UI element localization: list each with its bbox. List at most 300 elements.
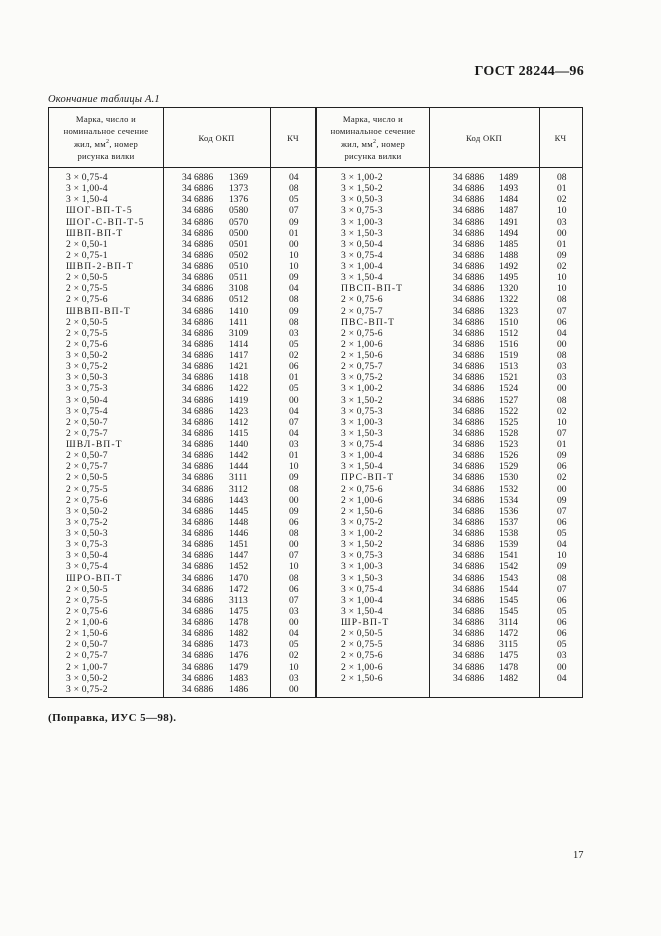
mark-cell: ШВП-ВП-Т xyxy=(66,227,124,239)
okp-code-cell: 1482 xyxy=(499,672,519,684)
mark-cell: 2 × 0,75-5 xyxy=(341,639,383,651)
kch-cell: 05 xyxy=(289,639,299,651)
okp-code-cell: 1528 xyxy=(499,427,519,439)
okp-prefix-cell: 34 6886 xyxy=(453,427,485,439)
kch-cell: 02 xyxy=(289,350,299,361)
okp-code-cell: 1485 xyxy=(499,238,519,250)
kch-cell: 03 xyxy=(557,372,567,384)
mark-cell: 3 × 1,00-4 xyxy=(341,450,383,462)
header-mark-right xyxy=(317,108,429,167)
kch-cell: 00 xyxy=(289,394,299,406)
mark-cell: 3 × 1,50-2 xyxy=(341,539,383,551)
table-row xyxy=(49,450,315,461)
okp-prefix-cell: 34 6886 xyxy=(182,372,214,384)
kch-cell: 00 xyxy=(557,483,567,495)
mark-cell: ШР-ВП-Т xyxy=(341,617,390,628)
table-row xyxy=(49,628,315,639)
okp-prefix-cell: 34 6886 xyxy=(453,283,485,295)
kch-cell: 01 xyxy=(557,439,567,450)
mark-cell: 3 × 0,75-3 xyxy=(341,550,383,562)
mark-cell: 3 × 0,75-4 xyxy=(341,249,383,261)
mark-cell: ШОГ-ВП-Т-5 xyxy=(66,205,133,217)
okp-prefix-cell: 34 6886 xyxy=(453,583,485,595)
okp-prefix-cell: 34 6886 xyxy=(182,216,214,228)
mark-cell: 2 × 0,75-6 xyxy=(66,338,108,350)
kch-cell: 09 xyxy=(557,450,567,462)
mark-cell: 3 × 1,00-3 xyxy=(341,561,383,573)
table-row xyxy=(317,372,582,383)
mark-cell: 2 × 0,75-7 xyxy=(66,427,108,439)
mark-cell: 2 × 0,50-5 xyxy=(66,472,108,484)
okp-code-cell: 1442 xyxy=(229,450,249,462)
table-row xyxy=(49,328,315,339)
okp-prefix-cell: 34 6886 xyxy=(453,383,485,395)
kch-cell: 10 xyxy=(557,205,567,217)
okp-prefix-cell: 34 6886 xyxy=(453,216,485,228)
okp-code-cell: 1521 xyxy=(499,372,519,384)
okp-code-cell: 1523 xyxy=(499,439,519,450)
okp-code-cell: 1488 xyxy=(499,249,519,261)
table-row xyxy=(317,194,582,205)
mark-cell: 2 × 0,50-1 xyxy=(66,238,108,250)
mark-cell: 3 × 0,50-3 xyxy=(341,194,383,206)
kch-cell: 04 xyxy=(289,427,299,439)
table-row xyxy=(317,561,582,572)
okp-code-cell: 1492 xyxy=(499,261,519,272)
kch-cell: 01 xyxy=(289,450,299,462)
mark-cell: 3 × 0,50-3 xyxy=(66,528,108,539)
kch-cell: 04 xyxy=(557,327,567,339)
mark-cell: 2 × 0,75-6 xyxy=(341,294,383,306)
okp-prefix-cell: 34 6886 xyxy=(182,327,214,339)
okp-prefix-cell: 34 6886 xyxy=(182,283,214,295)
okp-code-cell: 1478 xyxy=(499,661,519,673)
kch-cell: 04 xyxy=(289,628,299,640)
okp-prefix-cell: 34 6886 xyxy=(453,338,485,350)
right-rows xyxy=(317,172,582,684)
table-row xyxy=(317,650,582,661)
okp-code-cell: 1544 xyxy=(499,583,519,595)
okp-prefix-cell: 34 6886 xyxy=(453,539,485,551)
okp-code-cell: 1472 xyxy=(229,583,249,595)
mark-cell: 3 × 0,75-2 xyxy=(66,516,108,528)
okp-code-cell: 1541 xyxy=(499,550,519,562)
mark-cell: 3 × 0,75-2 xyxy=(66,361,108,373)
mark-cell: ШВВП-ВП-Т xyxy=(66,305,131,317)
okp-prefix-cell: 34 6886 xyxy=(182,461,214,473)
kch-cell: 00 xyxy=(289,617,299,628)
okp-prefix-cell: 34 6886 xyxy=(182,183,214,195)
header-mark-line: жил, $мм^2$, номер xyxy=(73,139,139,150)
table-row xyxy=(317,339,582,350)
mark-cell: 2 × 0,75-6 xyxy=(66,494,108,506)
mark-cell: 3 × 1,00-3 xyxy=(341,416,383,428)
okp-prefix-cell: 34 6886 xyxy=(182,650,214,662)
table-row xyxy=(49,539,315,550)
table-row xyxy=(317,183,582,194)
mark-cell: 3 × 1,00-4 xyxy=(66,183,108,195)
mark-cell: 2 × 1,00-6 xyxy=(341,494,383,506)
kch-cell: 01 xyxy=(557,183,567,195)
okp-code-cell: 1512 xyxy=(499,327,519,339)
table-row xyxy=(317,228,582,239)
okp-code-cell: 1418 xyxy=(229,372,249,384)
mark-cell: 2 × 0,75-1 xyxy=(66,249,108,261)
okp-prefix-cell: 34 6886 xyxy=(453,461,485,473)
okp-prefix-cell: 34 6886 xyxy=(453,439,485,450)
mark-cell: 3 × 0,75-2 xyxy=(341,372,383,384)
okp-code-cell: 3108 xyxy=(229,283,249,295)
table-row xyxy=(317,584,582,595)
okp-code-cell: 1537 xyxy=(499,516,519,528)
table-row xyxy=(317,472,582,483)
table-row xyxy=(49,617,315,628)
mark-cell: 2 × 1,00-6 xyxy=(341,338,383,350)
kch-cell: 08 xyxy=(557,394,567,406)
mark-cell: 3 × 0,75-2 xyxy=(66,683,108,695)
kch-cell: 09 xyxy=(289,272,299,284)
table-row xyxy=(317,639,582,650)
okp-prefix-cell: 34 6886 xyxy=(453,327,485,339)
kch-cell: 09 xyxy=(557,561,567,573)
okp-prefix-cell: 34 6886 xyxy=(453,572,485,584)
kch-cell: 07 xyxy=(557,583,567,595)
okp-code-cell: 1484 xyxy=(499,194,519,206)
kch-cell: 08 xyxy=(557,294,567,306)
okp-code-cell: 0502 xyxy=(229,249,249,261)
kch-cell: 08 xyxy=(557,172,567,183)
mark-cell: 2 × 0,50-7 xyxy=(66,416,108,428)
table-row xyxy=(49,217,315,228)
okp-prefix-cell: 34 6886 xyxy=(453,450,485,462)
kch-cell: 08 xyxy=(289,483,299,495)
table-row xyxy=(317,573,582,584)
okp-prefix-cell: 34 6886 xyxy=(453,261,485,272)
okp-code-cell: 1483 xyxy=(229,672,249,684)
table-row xyxy=(49,684,315,695)
okp-prefix-cell: 34 6886 xyxy=(182,394,214,406)
kch-cell: 02 xyxy=(289,650,299,662)
okp-prefix-cell: 34 6886 xyxy=(182,416,214,428)
okp-prefix-cell: 34 6886 xyxy=(182,272,214,284)
okp-code-cell: 1320 xyxy=(499,283,519,295)
okp-prefix-cell: 34 6886 xyxy=(182,605,214,617)
kch-cell: 00 xyxy=(289,683,299,695)
mark-cell: 2 × 1,50-6 xyxy=(341,672,383,684)
okp-prefix-cell: 34 6886 xyxy=(182,594,214,606)
okp-code-cell: 0510 xyxy=(229,261,249,272)
table-row xyxy=(317,673,582,684)
table-row xyxy=(49,317,315,328)
mark-cell: 2 × 1,50-6 xyxy=(66,628,108,640)
okp-code-cell: 1452 xyxy=(229,561,249,573)
mark-cell: 3 × 0,75-3 xyxy=(341,405,383,417)
kch-cell: 02 xyxy=(557,261,567,272)
table-row xyxy=(317,617,582,628)
kch-cell: 10 xyxy=(557,283,567,295)
table-row xyxy=(49,472,315,483)
mark-cell: 3 × 1,50-3 xyxy=(341,572,383,584)
kch-cell: 10 xyxy=(557,550,567,562)
kch-cell: 00 xyxy=(289,238,299,250)
table-row xyxy=(317,383,582,394)
kch-cell: 07 xyxy=(557,305,567,317)
okp-prefix-cell: 34 6886 xyxy=(182,572,214,584)
mark-cell: ПВС-ВП-Т xyxy=(341,316,396,328)
okp-code-cell: 0501 xyxy=(229,238,249,250)
okp-prefix-cell: 34 6886 xyxy=(453,494,485,506)
kch-cell: 06 xyxy=(557,617,567,628)
mark-cell: 3 × 0,50-2 xyxy=(66,672,108,684)
okp-prefix-cell: 34 6886 xyxy=(182,238,214,250)
mark-cell: 3 × 0,75-4 xyxy=(341,583,383,595)
mark-cell: 3 × 1,00-2 xyxy=(341,172,383,183)
mark-cell: 3 × 1,00-3 xyxy=(341,216,383,228)
okp-code-cell: 3113 xyxy=(229,594,248,606)
okp-prefix-cell: 34 6886 xyxy=(182,472,214,484)
okp-code-cell: 0570 xyxy=(229,216,249,228)
okp-prefix-cell: 34 6886 xyxy=(453,249,485,261)
kch-cell: 00 xyxy=(557,383,567,395)
okp-prefix-cell: 34 6886 xyxy=(453,483,485,495)
okp-prefix-cell: 34 6886 xyxy=(182,550,214,562)
okp-prefix-cell: 34 6886 xyxy=(182,450,214,462)
okp-code-cell: 1444 xyxy=(229,461,249,473)
okp-code-cell: 1524 xyxy=(499,383,519,395)
mark-cell: 3 × 0,75-3 xyxy=(66,539,108,551)
table-row xyxy=(317,495,582,506)
kch-cell: 06 xyxy=(289,361,299,373)
table-row xyxy=(49,550,315,561)
mark-cell: 3 × 0,75-4 xyxy=(66,405,108,417)
kch-cell: 10 xyxy=(289,661,299,673)
okp-code-cell: 1545 xyxy=(499,594,519,606)
table-caption: Окончание таблицы А.1 xyxy=(48,94,160,105)
okp-prefix-cell: 34 6886 xyxy=(453,505,485,517)
kch-cell: 06 xyxy=(557,594,567,606)
mark-cell: 3 × 0,75-2 xyxy=(341,516,383,528)
okp-code-cell: 1495 xyxy=(499,272,519,284)
header-okp-right: Код ОКП xyxy=(465,132,503,143)
kch-cell: 07 xyxy=(289,594,299,606)
table-row xyxy=(317,250,582,261)
okp-prefix-cell: 34 6886 xyxy=(453,416,485,428)
kch-cell: 01 xyxy=(289,372,299,384)
table-row xyxy=(317,306,582,317)
okp-prefix-cell: 34 6886 xyxy=(453,227,485,239)
okp-prefix-cell: 34 6886 xyxy=(453,316,485,328)
kch-cell: 06 xyxy=(289,516,299,528)
mark-cell: 3 × 1,00-2 xyxy=(341,528,383,539)
kch-cell: 02 xyxy=(557,472,567,484)
kch-cell: 03 xyxy=(289,439,299,450)
kch-cell: 02 xyxy=(557,405,567,417)
okp-prefix-cell: 34 6886 xyxy=(453,294,485,306)
okp-prefix-cell: 34 6886 xyxy=(453,650,485,662)
kch-cell: 05 xyxy=(557,639,567,651)
mark-cell: 2 × 0,75-5 xyxy=(66,483,108,495)
table-row xyxy=(49,595,315,606)
mark-cell: 3 × 1,50-4 xyxy=(341,461,383,473)
table-row xyxy=(49,383,315,394)
kch-cell: 01 xyxy=(289,227,299,239)
table-row xyxy=(317,283,582,294)
okp-code-cell: 1494 xyxy=(499,227,519,239)
okp-code-cell: 1542 xyxy=(499,561,519,573)
okp-code-cell: 1519 xyxy=(499,350,519,361)
okp-prefix-cell: 34 6886 xyxy=(182,205,214,217)
okp-code-cell: 1545 xyxy=(499,605,519,617)
table-row xyxy=(49,573,315,584)
kch-cell: 08 xyxy=(289,316,299,328)
okp-prefix-cell: 34 6886 xyxy=(182,383,214,395)
kch-cell: 04 xyxy=(289,172,299,183)
header-kch-left: КЧ xyxy=(287,132,299,143)
okp-code-cell: 1446 xyxy=(229,528,249,539)
kch-cell: 00 xyxy=(557,661,567,673)
mark-cell: 3 × 1,50-3 xyxy=(341,227,383,239)
kch-cell: 07 xyxy=(289,550,299,562)
okp-code-cell: 3109 xyxy=(229,327,249,339)
header-mark-line: номинальное сечение xyxy=(63,125,149,136)
okp-code-cell: 1491 xyxy=(499,216,519,228)
table-row xyxy=(317,450,582,461)
table-row xyxy=(49,283,315,294)
mark-cell: 2 × 1,50-6 xyxy=(341,350,383,361)
okp-code-cell: 0512 xyxy=(229,294,249,306)
mark-cell: 2 × 1,00-6 xyxy=(341,661,383,673)
mark-cell: 2 × 0,75-6 xyxy=(341,650,383,662)
standard-title: ГОСТ 28244—96 xyxy=(474,64,584,79)
okp-code-cell: 1414 xyxy=(229,338,249,350)
table-row xyxy=(49,484,315,495)
mark-cell: 3 × 1,00-4 xyxy=(341,594,383,606)
okp-prefix-cell: 34 6886 xyxy=(453,272,485,284)
okp-code-cell: 1417 xyxy=(229,350,249,361)
okp-prefix-cell: 34 6886 xyxy=(453,594,485,606)
header-mark-left xyxy=(49,108,163,167)
kch-cell: 09 xyxy=(289,305,299,317)
table-row xyxy=(49,506,315,517)
table-row xyxy=(317,328,582,339)
kch-cell: 08 xyxy=(289,528,299,539)
table-row xyxy=(49,228,315,239)
okp-code-cell: 1482 xyxy=(229,628,249,640)
table-row xyxy=(49,395,315,406)
mark-cell: 3 × 1,50-4 xyxy=(341,605,383,617)
mark-cell: 2 × 0,75-7 xyxy=(341,305,383,317)
table-row xyxy=(49,361,315,372)
header-mark-line: Марка, число и xyxy=(75,113,137,124)
okp-prefix-cell: 34 6886 xyxy=(182,661,214,673)
mark-cell: 3 × 0,50-4 xyxy=(341,238,383,250)
mark-cell: 2 × 0,75-6 xyxy=(66,605,108,617)
okp-code-cell: 1493 xyxy=(499,183,519,195)
kch-cell: 10 xyxy=(557,416,567,428)
header-kch-right: КЧ xyxy=(554,132,567,143)
kch-cell: 06 xyxy=(557,316,567,328)
kch-cell: 09 xyxy=(289,472,299,484)
okp-code-cell: 1369 xyxy=(229,172,249,183)
mark-cell: 3 × 0,75-4 xyxy=(66,172,108,183)
mark-cell: 2 × 0,75-7 xyxy=(66,650,108,662)
okp-code-cell: 1411 xyxy=(229,316,248,328)
table-a1 xyxy=(48,107,583,698)
kch-cell: 05 xyxy=(557,528,567,539)
table-row xyxy=(317,172,582,183)
mark-cell: 3 × 0,50-4 xyxy=(66,394,108,406)
okp-prefix-cell: 34 6886 xyxy=(453,528,485,539)
okp-code-cell: 3114 xyxy=(499,617,518,628)
okp-prefix-cell: 34 6886 xyxy=(182,172,214,183)
okp-prefix-cell: 34 6886 xyxy=(453,305,485,317)
okp-code-cell: 1489 xyxy=(499,172,519,183)
table-row xyxy=(317,395,582,406)
okp-code-cell: 1526 xyxy=(499,450,519,462)
okp-prefix-cell: 34 6886 xyxy=(453,472,485,484)
table-row xyxy=(49,662,315,673)
okp-prefix-cell: 34 6886 xyxy=(182,617,214,628)
kch-cell: 07 xyxy=(557,505,567,517)
mark-cell: ШВЛ-ВП-Т xyxy=(66,439,123,450)
okp-code-cell: 1423 xyxy=(229,405,249,417)
mark-cell: 2 × 0,50-5 xyxy=(341,628,383,640)
kch-cell: 03 xyxy=(289,327,299,339)
mark-cell: ПРС-ВП-Т xyxy=(341,472,395,484)
mark-cell: 3 × 1,50-2 xyxy=(341,183,383,195)
table-row xyxy=(317,662,582,673)
mark-cell: 2 × 0,50-5 xyxy=(66,316,108,328)
mark-cell: 2 × 1,00-7 xyxy=(66,661,108,673)
kch-cell: 05 xyxy=(289,383,299,395)
table-row xyxy=(49,673,315,684)
header-mark-line: жил, $мм^2$, номер xyxy=(340,139,406,150)
okp-prefix-cell: 34 6886 xyxy=(182,316,214,328)
kch-cell: 04 xyxy=(289,283,299,295)
okp-code-cell: 1448 xyxy=(229,516,249,528)
okp-prefix-cell: 34 6886 xyxy=(182,427,214,439)
table-row xyxy=(49,272,315,283)
mark-cell: ШОГ-С-ВП-Т-5 xyxy=(66,216,145,228)
mark-cell: 2 × 1,00-6 xyxy=(66,617,108,628)
okp-code-cell: 0580 xyxy=(229,205,249,217)
table-row xyxy=(317,517,582,528)
okp-prefix-cell: 34 6886 xyxy=(182,338,214,350)
table-row xyxy=(317,528,582,539)
okp-code-cell: 0500 xyxy=(229,227,249,239)
okp-prefix-cell: 34 6886 xyxy=(453,183,485,195)
mark-cell: 3 × 0,75-3 xyxy=(341,205,383,217)
kch-cell: 09 xyxy=(557,249,567,261)
mark-cell: 2 × 0,75-6 xyxy=(341,327,383,339)
table-row xyxy=(317,417,582,428)
okp-prefix-cell: 34 6886 xyxy=(453,639,485,651)
okp-prefix-cell: 34 6886 xyxy=(182,494,214,506)
okp-code-cell: 1534 xyxy=(499,494,519,506)
okp-code-cell: 1476 xyxy=(229,650,249,662)
okp-prefix-cell: 34 6886 xyxy=(182,528,214,539)
mark-cell: ШВП-2-ВП-Т xyxy=(66,261,134,272)
kch-cell: 10 xyxy=(289,461,299,473)
table-row xyxy=(317,217,582,228)
table-row xyxy=(49,261,315,272)
okp-code-cell: 1525 xyxy=(499,416,519,428)
mark-cell: 3 × 0,50-3 xyxy=(66,372,108,384)
table-row xyxy=(49,439,315,450)
kch-cell: 03 xyxy=(557,216,567,228)
kch-cell: 08 xyxy=(289,294,299,306)
table-row xyxy=(317,272,582,283)
